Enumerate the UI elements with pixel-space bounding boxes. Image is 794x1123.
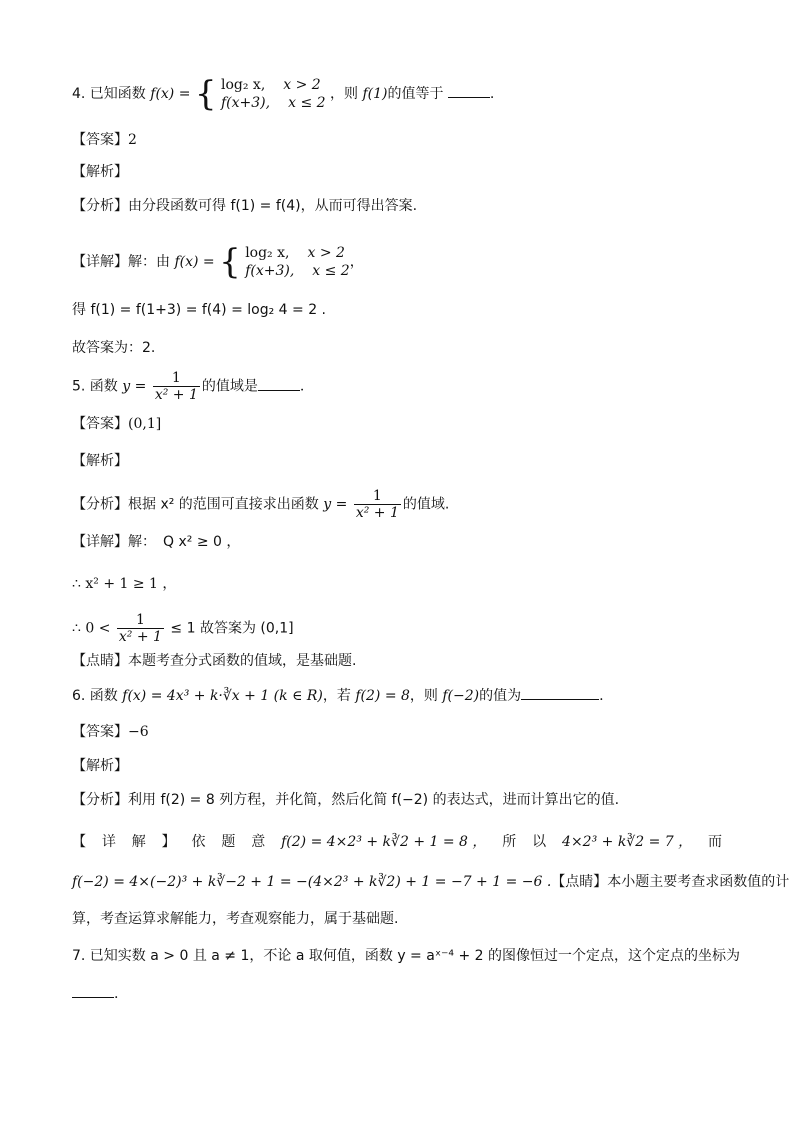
q5-step2-frac-den: x² + 1 (118, 629, 162, 645)
q4-xj-end: ， (349, 254, 364, 270)
q6-end: . (599, 688, 604, 704)
q4-answer-blank (448, 85, 490, 98)
q4-xiangjie (72, 244, 364, 280)
xiangjie-tag: 【详解】 (72, 534, 128, 550)
q4-tail: 的值等于 (387, 86, 444, 102)
q6-cont-text1: f(−2) = 4×(−2)³ + k∛−2 + 1 = −(4×2³ + k∛2) + 1 = −7 + 1 = −6 . (72, 874, 552, 890)
q5-tail: 的值域是 (201, 378, 258, 395)
q5-fenxi-frac-den: x² + 1 (355, 505, 399, 521)
q4-xj-cond2: x ≤ 2 (312, 263, 350, 279)
q4-ask: f(1) (362, 86, 388, 102)
fenxi-tag: 【分析】 (72, 198, 128, 214)
q6-cont-text2: 本小题主要考查求函数值的计 (607, 874, 790, 890)
q4-after: ，则 (329, 86, 358, 102)
q5-xiangjie-text: 解： Q x² ≥ 0 ， (128, 534, 241, 550)
q5-dianjing (72, 651, 356, 671)
q6-xiangjie (72, 832, 722, 852)
q6-xj-part-10: 4×2³ + k∛2 = 7 ， (562, 834, 693, 850)
q6-fenxi-text: 利用 f(2) = 8 列方程，并化简，然后化简 f(−2) 的表达式，进而计算出它的值. (128, 792, 620, 808)
q5-step2-frac-num: 1 (117, 612, 164, 629)
jiexi-tag: 【解析】 (72, 453, 128, 469)
q6-line (72, 686, 604, 706)
q5-frac-den: x² + 1 (154, 387, 198, 403)
q5-line (72, 370, 304, 403)
q5-frac-num: 1 (153, 370, 200, 387)
q5-step2-pre: ∴ 0 < (72, 620, 111, 637)
q5-fenxi-y: y = (323, 496, 348, 513)
q4-answer (72, 130, 137, 150)
q5-answer (72, 414, 161, 434)
xiangjie-tag: 【详解】 (72, 254, 128, 270)
q6-answer-value: −6 (128, 724, 149, 740)
q6-cont2-text: 算，考查运算求解能力，考查观察能力，属于基础题. (72, 911, 399, 927)
fenxi-tag: 【分析】 (72, 496, 128, 513)
q6-cond: f(2) = 8 (355, 688, 410, 704)
q4-end: . (489, 86, 495, 102)
q6-answer (72, 722, 149, 742)
q4-jiexi (72, 162, 128, 182)
q5-jiexi (72, 451, 128, 471)
q4-xiangjie-text: 解：由 (128, 254, 170, 270)
q5-fenxi-text2: 的值域. (402, 496, 450, 513)
answer-tag: 【答案】 (72, 724, 128, 740)
q5-number: 5. 函数 (72, 378, 118, 395)
q6-answer-blank (521, 687, 599, 700)
q4-answer-value: 2 (128, 132, 137, 148)
q5-step2-fraction (117, 612, 164, 645)
q7-end: . (114, 986, 119, 1002)
jiexi-tag: 【解析】 (72, 164, 128, 180)
q4-xj-case1: log₂ x, (245, 245, 290, 261)
q4-cond2: x ≤ 2 (288, 95, 326, 111)
q4-case2: f(x+3), (221, 95, 271, 111)
q5-step1 (72, 574, 176, 594)
q4-fenxi (72, 196, 417, 216)
q6-expr: f(x) = 4x³ + k·∛x + 1 (k ∈ R) (122, 688, 323, 704)
q4-xiangjie-piecewise: { log₂ x, x > 2 f(x+3), x ≤ 2 (219, 242, 350, 282)
q5-fenxi (72, 488, 449, 521)
q4-xj-cond1: x > 2 (307, 245, 345, 261)
q4-number: 4. 已知函数 (72, 86, 146, 102)
q7-answer-blank (72, 985, 114, 998)
answer-tag: 【答案】 (72, 416, 128, 432)
q4-xj-case2: f(x+3), (245, 263, 295, 279)
q6-xj-part-11: 而 (708, 834, 722, 850)
q7-line (72, 946, 740, 966)
q4-piecewise: { log₂ x, x > 2 f(x+3), x ≤ 2 (194, 74, 326, 114)
q6-xj-part-8: 所 (502, 834, 517, 850)
fenxi-tag: 【分析】 (72, 792, 128, 808)
jiexi-tag: 【解析】 (72, 758, 128, 774)
q5-fenxi-frac-num: 1 (354, 488, 401, 505)
q6-xj-part-4: 依 (191, 834, 206, 850)
q5-step2-post: ≤ 1 故答案为 (0,1] (170, 620, 294, 637)
q6-xj-part-1: 详 (101, 834, 116, 850)
q5-step2 (72, 612, 294, 645)
q6-mid: ，若 (322, 688, 351, 704)
q7-text: 7. 已知实数 a > 0 且 a ≠ 1，不论 a 取何值，函数 y = aˣ⁻⁴ + 2 的图像恒过一个定点，这个定点的坐标为 (72, 948, 741, 964)
q5-step1-text: ∴ x² + 1 ≥ 1 ， (72, 576, 177, 592)
q5-answer-value: (0,1] (128, 416, 162, 432)
q6-mid2: ，则 (409, 688, 438, 704)
q4-cond1: x > 2 (283, 77, 321, 93)
q4-de-text: 得 f(1) = f(1+3) = f(4) = log₂ 4 = 2 . (72, 302, 327, 318)
q6-ask: f(−2) (442, 688, 480, 704)
q5-xiangjie (72, 532, 240, 552)
q5-answer-blank (258, 378, 300, 391)
q6-xj-part-2: 解 (131, 834, 146, 850)
q6-xj-part-9: 以 (532, 834, 547, 850)
q5-fenxi-fraction (354, 488, 401, 521)
q7-blank-line (72, 984, 118, 1004)
q4-final (72, 338, 155, 358)
q6-number: 6. 函数 (72, 688, 118, 704)
q4-case1: log₂ x, (221, 77, 266, 93)
q6-xj-part-0: 【 (72, 834, 86, 850)
q6-tail: 的值为 (479, 688, 522, 704)
q6-fenxi (72, 790, 619, 810)
answer-tag: 【答案】 (72, 132, 128, 148)
q4-fx: f(x) = (150, 86, 191, 102)
q4-final-text: 故答案为：2. (72, 340, 156, 356)
q5-end: . (299, 378, 305, 395)
q6-xj-part-6: 意 (251, 834, 266, 850)
dianjing-tag: 【点睛】 (551, 874, 608, 890)
q4-line (72, 76, 494, 112)
q6-xj-part-3: 】 (161, 834, 176, 850)
dianjing-tag: 【点睛】 (72, 653, 128, 669)
q6-cont2 (72, 909, 398, 929)
q5-dianjing-text: 本题考查分式函数的值域，是基础题. (128, 653, 357, 669)
q5-fenxi-text1: 根据 x² 的范围可直接求出函数 (128, 496, 319, 513)
q4-fenxi-text: 由分段函数可得 f(1) = f(4)，从而可得出答案. (128, 198, 418, 214)
q4-de (72, 300, 326, 320)
q6-xj-part-7: f(2) = 4×2³ + k∛2 + 1 = 8 ， (281, 834, 487, 850)
q5-y: y = (122, 378, 147, 395)
q6-xj-part-5: 题 (221, 834, 236, 850)
q4-xiangjie-fx: f(x) = (174, 254, 215, 270)
q6-cont (72, 872, 789, 892)
q6-jiexi (72, 756, 128, 776)
q5-fraction (153, 370, 200, 403)
